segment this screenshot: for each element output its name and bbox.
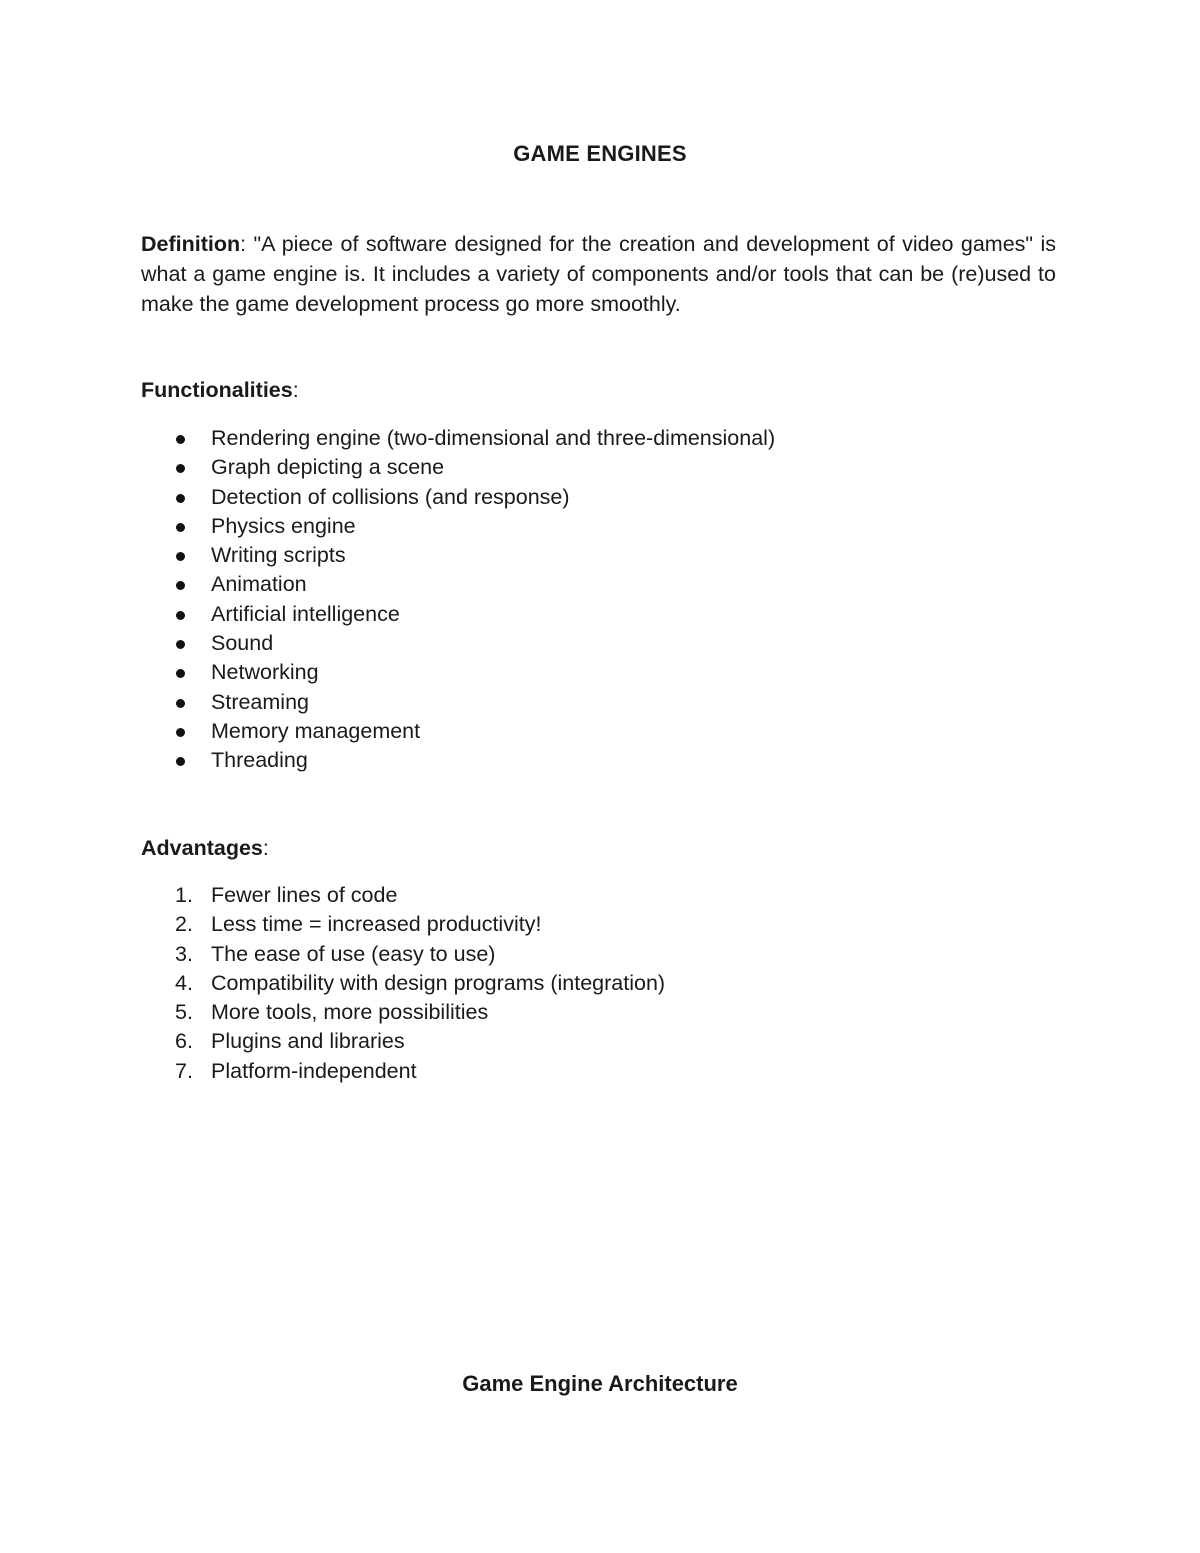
list-item-text: Threading bbox=[211, 748, 308, 773]
list-item-text: Memory management bbox=[211, 718, 421, 743]
functionalities-heading bbox=[141, 378, 299, 403]
list-item bbox=[141, 658, 775, 687]
list-item-text: Less time = increased productivity! bbox=[211, 912, 542, 937]
bullet-icon bbox=[176, 611, 185, 620]
list-item bbox=[141, 483, 775, 512]
definition-text: "A piece of software designed for the creation and development of video games" is what a game engine is. It includes a variety of components and/or tools that can be (re)used to make the game development process go more smoothly. bbox=[141, 232, 1056, 316]
list-item bbox=[141, 940, 665, 969]
list-item bbox=[141, 453, 775, 482]
list-item bbox=[141, 746, 775, 775]
list-item-text: The ease of use (easy to use) bbox=[211, 941, 496, 966]
bullet-icon bbox=[176, 728, 185, 737]
advantages-colon: : bbox=[262, 836, 269, 860]
list-item-text: Animation bbox=[211, 572, 307, 597]
bullet-icon bbox=[176, 757, 185, 766]
list-item-text: More tools, more possibilities bbox=[211, 1000, 489, 1025]
list-number: 1. bbox=[175, 883, 193, 907]
list-number: 4. bbox=[175, 970, 193, 995]
list-number: 2. bbox=[175, 912, 193, 937]
bullet-icon bbox=[176, 581, 185, 590]
list-item-text: Writing scripts bbox=[211, 543, 346, 568]
bullet-icon bbox=[176, 699, 185, 708]
list-item-text: Rendering engine (two-dimensional and three-dimensional) bbox=[211, 426, 776, 450]
list-item bbox=[141, 881, 665, 910]
list-item-text: Plugins and libraries bbox=[211, 1029, 405, 1054]
functionalities-colon: : bbox=[292, 378, 299, 402]
functionalities-label: Functionalities bbox=[141, 378, 293, 402]
list-item bbox=[141, 910, 665, 939]
list-item-text: Networking bbox=[211, 660, 319, 685]
list-number: 5. bbox=[175, 1000, 193, 1025]
list-item-text: Platform-independent bbox=[211, 1058, 417, 1083]
bullet-icon bbox=[176, 494, 185, 503]
functionalities-list bbox=[141, 424, 775, 776]
list-number: 6. bbox=[175, 1029, 193, 1054]
list-item bbox=[141, 969, 665, 998]
list-number: 3. bbox=[175, 941, 193, 966]
definition-label: Definition bbox=[141, 232, 241, 256]
list-item bbox=[141, 688, 775, 717]
document-title: GAME ENGINES bbox=[513, 141, 687, 166]
list-item-text: Artificial intelligence bbox=[211, 601, 400, 626]
list-number: 7. bbox=[175, 1058, 193, 1083]
list-item-text: Fewer lines of code bbox=[211, 883, 398, 907]
list-item bbox=[141, 1057, 665, 1086]
list-item bbox=[141, 717, 775, 746]
list-item-text: Sound bbox=[211, 631, 274, 656]
bullet-icon bbox=[176, 523, 185, 532]
list-item bbox=[141, 1027, 665, 1056]
list-item bbox=[141, 998, 665, 1027]
list-item-text: Detection of collisions (and response) bbox=[211, 484, 570, 509]
definition-paragraph bbox=[141, 229, 1056, 319]
list-item bbox=[141, 424, 775, 453]
advantages-list bbox=[141, 881, 665, 1086]
advantages-heading bbox=[141, 836, 269, 861]
list-item bbox=[141, 600, 775, 629]
bullet-icon bbox=[176, 464, 185, 473]
list-item-text: Graph depicting a scene bbox=[211, 455, 445, 480]
list-item-text: Physics engine bbox=[211, 513, 356, 538]
list-item bbox=[141, 512, 775, 541]
bullet-icon bbox=[176, 669, 185, 678]
architecture-heading: Game Engine Architecture bbox=[462, 1371, 738, 1396]
definition-colon: : bbox=[240, 232, 247, 256]
list-item-text: Compatibility with design programs (integration) bbox=[211, 970, 666, 995]
bullet-icon bbox=[176, 435, 185, 444]
list-item bbox=[141, 629, 775, 658]
bullet-icon bbox=[176, 552, 185, 561]
list-item bbox=[141, 541, 775, 570]
advantages-label: Advantages bbox=[141, 836, 263, 860]
list-item-text: Streaming bbox=[211, 689, 309, 714]
bullet-icon bbox=[176, 640, 185, 649]
list-item bbox=[141, 570, 775, 599]
